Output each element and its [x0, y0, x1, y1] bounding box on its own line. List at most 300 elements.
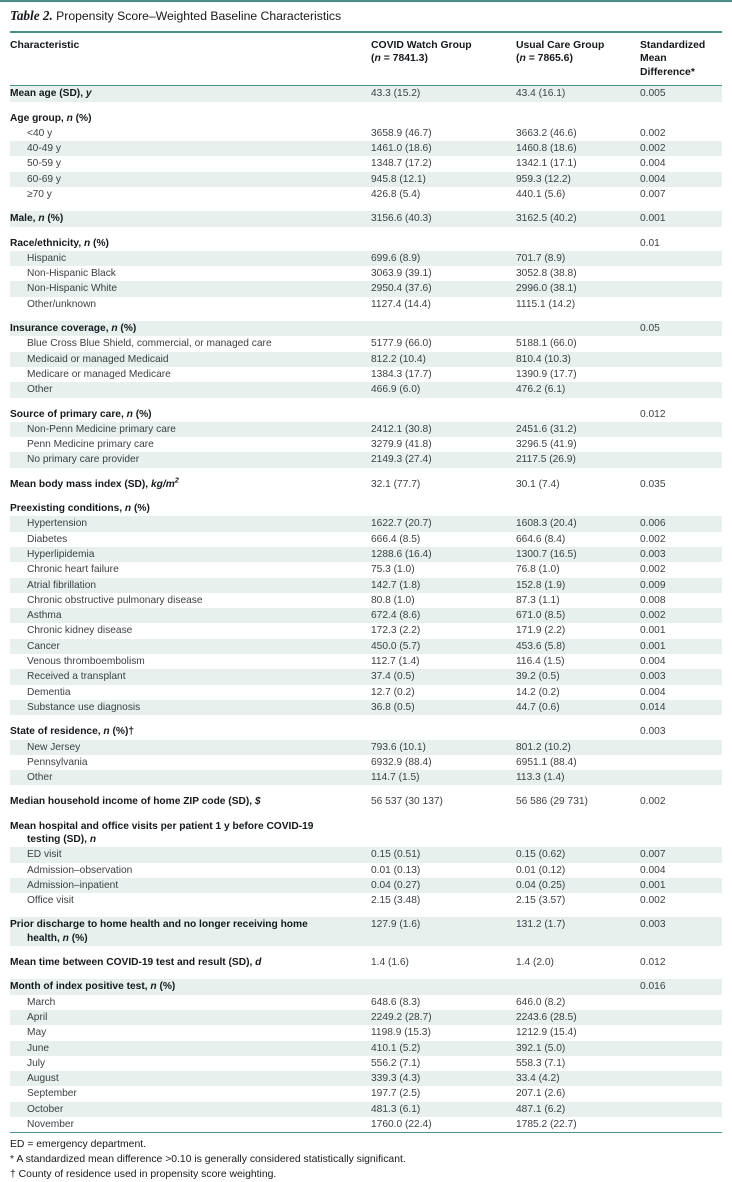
table-row	[10, 281, 722, 296]
row-label-race-ethnicity: Race/ethnicity, n (%)	[10, 237, 109, 249]
table-row	[10, 437, 722, 452]
cell-usual-care-april: 2243.6 (28.5)	[516, 1011, 577, 1023]
row-label-diabetes: Diabetes	[27, 533, 68, 545]
footnote-asterisk: * A standardized mean difference >0.10 is generally considered statistically significant.	[10, 1153, 406, 1165]
cell-usual-care-penn-pc: 3296.5 (41.9)	[516, 439, 577, 451]
table-row	[10, 623, 722, 638]
row-label-nh-black: Non-Hispanic Black	[27, 268, 116, 280]
cell-smd-male: 0.001	[640, 213, 666, 225]
cell-smd-asthma: 0.002	[640, 610, 666, 622]
row-label-office-visit: Office visit	[27, 895, 74, 907]
row-label-state-other: Other	[27, 772, 53, 784]
cell-usual-care-hispanic: 701.7 (8.9)	[516, 252, 566, 264]
cell-covid-watch-july: 556.2 (7.1)	[371, 1057, 421, 1069]
row-label-october: October	[27, 1103, 64, 1115]
cell-usual-care-non-penn-pc: 2451.6 (31.2)	[516, 423, 577, 435]
row-label-nh-white: Non-Hispanic White	[27, 283, 118, 295]
column-header-covid-watch-group-n: (n = 7841.3)	[371, 53, 428, 65]
cell-covid-watch-hypertension: 1622.7 (20.7)	[371, 518, 432, 530]
cell-smd-state-residence: 0.003	[640, 726, 666, 738]
row-label-mean-age: Mean age (SD), y	[10, 88, 92, 100]
cell-usual-care-other-unknown: 1115.1 (14.2)	[516, 298, 576, 310]
cell-covid-watch-bcbs: 5177.9 (66.0)	[371, 338, 432, 350]
table-row	[10, 86, 722, 101]
table-row	[10, 639, 722, 654]
cell-covid-watch-age-group	[371, 111, 516, 113]
cell-covid-watch-mean-age: 43.3 (15.2)	[371, 88, 421, 100]
cell-smd-vte: 0.004	[640, 656, 666, 668]
table-row	[10, 382, 722, 397]
table-row	[10, 172, 722, 187]
cell-usual-care-age-ge70: 440.1 (5.6)	[516, 189, 566, 200]
cell-usual-care-state-other: 113.3 (1.4)	[516, 772, 565, 784]
footnote-dagger: † County of residence used in propensity score weighting.	[10, 1168, 277, 1180]
cell-usual-care-median-income: 56 586 (29 731)	[516, 796, 588, 808]
table-row	[10, 187, 722, 202]
cell-usual-care-bmi: 30.1 (7.4)	[516, 478, 560, 490]
table-title	[10, 2, 722, 33]
table-row	[10, 1102, 722, 1117]
cell-smd-admission-observation: 0.004	[640, 864, 666, 876]
table-row	[10, 878, 722, 893]
cell-smd-hypertension: 0.006	[640, 518, 666, 530]
cell-covid-watch-copd: 80.8 (1.0)	[371, 594, 415, 606]
column-header-standardized-mean-difference	[640, 39, 722, 79]
row-label-bcbs: Blue Cross Blue Shield, commercial, or managed care	[27, 338, 272, 350]
table-row	[10, 111, 722, 126]
row-label-june: June	[27, 1042, 50, 1054]
row-label-vte: Venous thromboembolism	[27, 656, 145, 668]
cell-smd-preexisting	[640, 501, 722, 503]
table-row	[10, 819, 722, 848]
row-label-admission-observation: Admission–observation	[27, 864, 133, 876]
cell-usual-care-age-lt40: 3663.2 (46.6)	[516, 127, 577, 139]
cell-usual-care-nh-white: 2996.0 (38.1)	[516, 283, 577, 295]
cell-smd-mean-age: 0.005	[640, 88, 666, 100]
cell-usual-care-age-40-49: 1460.8 (18.6)	[516, 143, 577, 155]
table-row	[10, 321, 722, 336]
table-row	[10, 863, 722, 878]
row-label-ins-other: Other	[27, 384, 53, 396]
cell-smd-age-lt40: 0.002	[640, 127, 666, 139]
cell-smd-mean-time-result: 0.012	[640, 957, 666, 969]
table-row	[10, 452, 722, 467]
cell-usual-care-ins-other: 476.2 (6.1)	[516, 384, 566, 396]
row-label-new-jersey: New Jersey	[27, 741, 81, 753]
cell-smd-race-ethnicity: 0.01	[640, 237, 660, 249]
cell-usual-care-pennsylvania: 6951.1 (88.4)	[516, 756, 577, 768]
row-label-hyperlipidemia: Hyperlipidemia	[27, 548, 95, 560]
cell-smd-office-visit: 0.002	[640, 895, 666, 907]
table-row	[10, 893, 722, 908]
table-row	[10, 794, 722, 809]
table-row	[10, 407, 722, 422]
cell-smd-bmi: 0.035	[640, 478, 666, 490]
cell-usual-care-bcbs: 5188.1 (66.0)	[516, 338, 577, 350]
cell-usual-care-cancer: 453.6 (5.8)	[516, 640, 566, 652]
row-label-july: July	[27, 1057, 46, 1069]
cell-covid-watch-month-index	[371, 979, 516, 981]
cell-covid-watch-dementia: 12.7 (0.2)	[371, 686, 415, 698]
cell-usual-care-nh-black: 3052.8 (38.8)	[516, 268, 577, 280]
cell-usual-care-race-ethnicity	[516, 236, 640, 238]
row-label-insurance: Insurance coverage, n (%)	[10, 323, 137, 335]
row-label-state-residence: State of residence, n (%)†	[10, 726, 134, 738]
cell-covid-watch-state-residence	[371, 724, 516, 726]
cell-covid-watch-bmi: 32.1 (77.7)	[371, 478, 421, 490]
table-row	[10, 700, 722, 715]
cell-usual-care-admission-observation: 0.01 (0.12)	[516, 864, 566, 876]
row-label-month-index: Month of index positive test, n (%)	[10, 981, 176, 993]
cell-usual-care-mean-time-result: 1.4 (2.0)	[516, 957, 554, 969]
cell-usual-care-november: 1785.2 (22.7)	[516, 1119, 577, 1131]
cell-covid-watch-october: 481.3 (6.1)	[371, 1103, 421, 1115]
row-label-ed-visit: ED visit	[27, 849, 62, 861]
cell-smd-insurance: 0.05	[640, 323, 660, 335]
row-label-dementia: Dementia	[27, 686, 71, 698]
cell-usual-care-state-residence	[516, 724, 640, 726]
cell-usual-care-chf: 76.8 (1.0)	[516, 564, 560, 576]
cell-covid-watch-diabetes: 666.4 (8.5)	[371, 533, 421, 545]
row-label-march: March	[27, 996, 56, 1008]
cell-covid-watch-race-ethnicity	[371, 236, 516, 238]
cell-usual-care-may: 1212.9 (15.4)	[516, 1027, 577, 1039]
cell-smd-admission-inpatient: 0.001	[640, 879, 666, 891]
cell-covid-watch-male: 3156.6 (40.3)	[371, 213, 432, 225]
table-row	[10, 367, 722, 382]
row-label-non-penn-pc: Non-Penn Medicine primary care	[27, 423, 176, 435]
cell-usual-care-insurance	[516, 321, 640, 323]
cell-usual-care-new-jersey: 801.2 (10.2)	[516, 741, 571, 753]
cell-covid-watch-afib: 142.7 (1.8)	[371, 579, 421, 591]
column-header-characteristic: Characteristic	[10, 40, 80, 51]
table-row	[10, 740, 722, 755]
cell-smd-new-jersey	[640, 740, 722, 742]
row-spacer	[10, 312, 722, 321]
cell-covid-watch-nh-white: 2950.4 (37.6)	[371, 283, 432, 295]
row-label-prior-discharge: Prior discharge to home health and no longer receiving home health, n (%)	[10, 919, 308, 944]
cell-usual-care-afib: 152.8 (1.9)	[516, 579, 566, 591]
table-row	[10, 995, 722, 1010]
cell-smd-chf: 0.002	[640, 564, 666, 576]
cell-smd-october	[640, 1102, 722, 1104]
cell-smd-non-penn-pc	[640, 422, 722, 424]
row-label-source-primary-care: Source of primary care, n (%)	[10, 408, 152, 420]
table-row	[10, 352, 722, 367]
cell-usual-care-ckd: 171.9 (2.2)	[516, 625, 566, 637]
row-label-ckd: Chronic kidney disease	[27, 625, 133, 637]
cell-usual-care-hyperlipidemia: 1300.7 (16.5)	[516, 548, 577, 560]
table-row	[10, 297, 722, 312]
cell-smd-other-unknown	[640, 297, 722, 299]
cell-smd-month-index: 0.016	[640, 981, 666, 993]
cell-smd-copd: 0.008	[640, 594, 666, 606]
row-label-hispanic: Hispanic	[27, 252, 67, 264]
row-spacer	[10, 227, 722, 236]
cell-smd-penn-pc	[640, 437, 722, 439]
row-label-chf: Chronic heart failure	[27, 564, 119, 576]
cell-usual-care-preexisting	[516, 501, 640, 503]
table-row	[10, 1041, 722, 1056]
cell-usual-care-substance-use: 44.7 (0.6)	[516, 701, 560, 713]
row-spacer	[10, 810, 722, 819]
table-row	[10, 477, 722, 492]
table-row	[10, 422, 722, 437]
cell-usual-care-no-pc: 2117.5 (26.9)	[516, 454, 576, 466]
table-row	[10, 516, 722, 531]
cell-smd-substance-use: 0.014	[640, 701, 666, 713]
table-row	[10, 141, 722, 156]
column-header-usual-care-group-line1: Usual Care Group	[516, 40, 605, 51]
row-label-august: August	[27, 1073, 59, 1085]
row-spacer	[10, 908, 722, 917]
row-label-may: May	[27, 1027, 47, 1039]
cell-usual-care-ed-visit: 0.15 (0.62)	[516, 849, 566, 861]
row-label-medicare: Medicare or managed Medicare	[27, 368, 171, 380]
cell-covid-watch-cancer: 450.0 (5.7)	[371, 640, 421, 652]
cell-smd-cancer: 0.001	[640, 640, 666, 652]
cell-smd-ed-visit: 0.007	[640, 849, 666, 861]
table-row	[10, 578, 722, 593]
cell-covid-watch-ckd: 172.3 (2.2)	[371, 625, 421, 637]
row-label-substance-use: Substance use diagnosis	[27, 701, 141, 713]
table-row	[10, 1025, 722, 1040]
column-header-smd-line2: Mean Difference*	[640, 53, 695, 78]
cell-covid-watch-source-primary-care	[371, 407, 516, 409]
cell-covid-watch-preexisting	[371, 501, 516, 503]
cell-usual-care-office-visit: 2.15 (3.57)	[516, 895, 566, 907]
footnote-abbreviations: ED = emergency department.	[10, 1139, 147, 1151]
row-label-male: Male, n (%)	[10, 213, 64, 225]
table-row	[10, 562, 722, 577]
cell-usual-care-august: 33.4 (4.2)	[516, 1073, 560, 1085]
cell-usual-care-male: 3162.5 (40.2)	[516, 213, 577, 225]
cell-usual-care-asthma: 671.0 (8.5)	[516, 610, 566, 622]
cell-usual-care-visits-header	[516, 819, 640, 821]
cell-usual-care-march: 646.0 (8.2)	[516, 996, 566, 1008]
cell-usual-care-month-index	[516, 979, 640, 981]
row-label-preexisting: Preexisting conditions, n (%)	[10, 503, 150, 515]
row-label-age-50-59: 50-59 y	[27, 158, 61, 170]
cell-covid-watch-age-60-69: 945.8 (12.1)	[371, 173, 426, 185]
cell-usual-care-june: 392.1 (5.0)	[516, 1042, 566, 1054]
cell-usual-care-mean-age: 43.4 (16.1)	[516, 88, 566, 100]
cell-usual-care-vte: 116.4 (1.5)	[516, 656, 565, 668]
cell-covid-watch-march: 648.6 (8.3)	[371, 996, 421, 1008]
row-label-medicaid: Medicaid or managed Medicaid	[27, 353, 169, 365]
row-label-mean-time-result: Mean time between COVID-19 test and result (SD), d	[10, 957, 262, 969]
cell-covid-watch-state-other: 114.7 (1.5)	[371, 772, 420, 784]
cell-usual-care-july: 558.3 (7.1)	[516, 1057, 566, 1069]
cell-covid-watch-age-ge70: 426.8 (5.4)	[371, 189, 421, 200]
cell-covid-watch-november: 1760.0 (22.4)	[371, 1119, 432, 1131]
row-label-admission-inpatient: Admission–inpatient	[27, 879, 119, 891]
cell-covid-watch-insurance	[371, 321, 516, 323]
cell-smd-june	[640, 1041, 722, 1043]
cell-smd-medicaid	[640, 352, 722, 354]
cell-covid-watch-june: 410.1 (5.2)	[371, 1042, 421, 1054]
cell-covid-watch-august: 339.3 (4.3)	[371, 1073, 421, 1085]
cell-covid-watch-ed-visit: 0.15 (0.51)	[371, 849, 421, 861]
cell-covid-watch-age-50-59: 1348.7 (17.2)	[371, 158, 432, 170]
table-title-text: Propensity Score–Weighted Baseline Characteristics	[56, 9, 342, 23]
cell-covid-watch-prior-discharge: 127.9 (1.6)	[371, 919, 421, 931]
cell-smd-medicare	[640, 367, 722, 369]
cell-smd-age-50-59: 0.004	[640, 158, 666, 170]
cell-smd-afib: 0.009	[640, 579, 666, 591]
row-label-age-60-69: 60-69 y	[27, 173, 61, 185]
cell-smd-bcbs	[640, 336, 722, 338]
row-label-hypertension: Hypertension	[27, 518, 88, 530]
cell-smd-age-40-49: 0.002	[640, 143, 666, 155]
cell-covid-watch-penn-pc: 3279.9 (41.8)	[371, 439, 432, 451]
table-row	[10, 532, 722, 547]
row-label-asthma: Asthma	[27, 610, 62, 622]
row-spacer	[10, 785, 722, 794]
cell-covid-watch-substance-use: 36.8 (0.5)	[371, 701, 415, 713]
row-label-penn-pc: Penn Medicine primary care	[27, 439, 154, 451]
cell-smd-august	[640, 1071, 722, 1073]
cell-smd-median-income: 0.002	[640, 796, 666, 808]
cell-smd-visits-header	[640, 819, 722, 821]
cell-smd-age-group	[640, 111, 722, 113]
row-spacer	[10, 102, 722, 111]
table-row	[10, 917, 722, 946]
cell-covid-watch-medicaid: 812.2 (10.4)	[371, 353, 426, 365]
table-row	[10, 654, 722, 669]
column-header-usual-care-group-n: (n = 7865.6)	[516, 53, 573, 65]
cell-usual-care-source-primary-care	[516, 407, 640, 409]
cell-covid-watch-september: 197.7 (2.5)	[371, 1088, 421, 1100]
cell-smd-nh-black	[640, 266, 722, 268]
cell-smd-transplant: 0.003	[640, 671, 666, 683]
cell-smd-dementia: 0.004	[640, 686, 666, 698]
table-row	[10, 979, 722, 994]
cell-smd-november	[640, 1117, 722, 1119]
table-row	[10, 501, 722, 516]
cell-covid-watch-asthma: 672.4 (8.6)	[371, 610, 421, 622]
row-spacer	[10, 492, 722, 501]
cell-covid-watch-may: 1198.9 (15.3)	[371, 1027, 431, 1039]
row-label-transplant: Received a transplant	[27, 671, 126, 683]
table-row	[10, 236, 722, 251]
row-label-age-ge70: ≥70 y	[27, 189, 52, 200]
cell-covid-watch-mean-time-result: 1.4 (1.6)	[371, 957, 409, 969]
row-label-copd: Chronic obstructive pulmonary disease	[27, 594, 203, 606]
table-row	[10, 1056, 722, 1071]
row-spacer	[10, 970, 722, 979]
cell-usual-care-september: 207.1 (2.6)	[516, 1088, 566, 1100]
row-spacer	[10, 946, 722, 955]
table-row	[10, 266, 722, 281]
row-label-afib: Atrial fibrillation	[27, 579, 97, 591]
cell-covid-watch-visits-header	[371, 819, 516, 821]
cell-usual-care-copd: 87.3 (1.1)	[516, 594, 560, 606]
row-label-cancer: Cancer	[27, 640, 60, 652]
table-row	[10, 770, 722, 785]
cell-usual-care-medicaid: 810.4 (10.3)	[516, 353, 571, 365]
table-footnotes	[10, 1132, 722, 1182]
cell-smd-nh-white	[640, 281, 722, 283]
table-row	[10, 724, 722, 739]
table-body	[10, 86, 722, 1132]
cell-covid-watch-median-income: 56 537 (30 137)	[371, 796, 443, 808]
row-label-age-group: Age group, n (%)	[10, 112, 92, 124]
cell-usual-care-hypertension: 1608.3 (20.4)	[516, 518, 577, 530]
cell-covid-watch-non-penn-pc: 2412.1 (30.8)	[371, 423, 432, 435]
cell-smd-hispanic	[640, 251, 722, 253]
row-label-april: April	[27, 1011, 48, 1023]
cell-usual-care-medicare: 1390.9 (17.7)	[516, 368, 577, 380]
cell-covid-watch-admission-inpatient: 0.04 (0.27)	[371, 879, 421, 891]
cell-covid-watch-age-lt40: 3658.9 (46.7)	[371, 127, 432, 139]
table-row	[10, 685, 722, 700]
cell-covid-watch-hispanic: 699.6 (8.9)	[371, 252, 421, 264]
cell-covid-watch-medicare: 1384.3 (17.7)	[371, 368, 432, 380]
table-row	[10, 156, 722, 171]
cell-covid-watch-chf: 75.3 (1.0)	[371, 564, 415, 576]
cell-covid-watch-vte: 112.7 (1.4)	[371, 656, 420, 668]
row-label-visits-header: Mean hospital and office visits per patient 1 y before COVID-19 testing (SD), n	[10, 820, 314, 845]
cell-smd-ckd: 0.001	[640, 625, 666, 637]
table-row	[10, 955, 722, 970]
cell-covid-watch-no-pc: 2149.3 (27.4)	[371, 454, 432, 466]
row-label-age-lt40: <40 y	[27, 127, 53, 139]
cell-smd-state-other	[640, 770, 722, 772]
cell-usual-care-dementia: 14.2 (0.2)	[516, 686, 560, 698]
table-row	[10, 336, 722, 351]
row-label-no-pc: No primary care provider	[27, 454, 140, 466]
row-spacer	[10, 715, 722, 724]
table-header-row	[10, 33, 722, 86]
cell-covid-watch-transplant: 37.4 (0.5)	[371, 671, 415, 683]
cell-usual-care-age-50-59: 1342.1 (17.1)	[516, 158, 577, 170]
row-label-age-40-49: 40-49 y	[27, 143, 61, 155]
cell-usual-care-admission-inpatient: 0.04 (0.25)	[516, 879, 566, 891]
table-row	[10, 251, 722, 266]
cell-covid-watch-nh-black: 3063.9 (39.1)	[371, 268, 432, 280]
cell-smd-source-primary-care: 0.012	[640, 408, 666, 420]
table-row	[10, 1117, 722, 1132]
cell-covid-watch-other-unknown: 1127.4 (14.4)	[371, 298, 431, 310]
row-label-bmi: Mean body mass index (SD), $kg/m^2$	[10, 475, 179, 490]
table-row	[10, 1086, 722, 1101]
column-header-smd-line1: Standardized	[640, 40, 706, 51]
cell-smd-diabetes: 0.002	[640, 533, 666, 545]
column-header-covid-watch-group	[371, 39, 516, 66]
table-row	[10, 547, 722, 562]
table-row	[10, 755, 722, 770]
table-row	[10, 1071, 722, 1086]
cell-covid-watch-ins-other: 466.9 (6.0)	[371, 384, 421, 396]
table-row	[10, 847, 722, 862]
cell-smd-september	[640, 1086, 722, 1088]
cell-usual-care-age-60-69: 959.3 (12.2)	[516, 173, 571, 185]
row-label-other-unknown: Other/unknown	[27, 298, 97, 310]
cell-smd-pennsylvania	[640, 755, 722, 757]
row-spacer	[10, 202, 722, 211]
cell-usual-care-prior-discharge: 131.2 (1.7)	[516, 919, 566, 931]
cell-covid-watch-age-40-49: 1461.0 (18.6)	[371, 143, 432, 155]
column-header-usual-care-group	[516, 39, 640, 66]
table-number-label: Table 2.	[10, 8, 53, 23]
cell-smd-prior-discharge: 0.003	[640, 919, 666, 931]
cell-usual-care-age-group	[516, 111, 640, 113]
cell-covid-watch-april: 2249.2 (28.7)	[371, 1011, 432, 1023]
row-label-pennsylvania: Pennsylvania	[27, 756, 88, 768]
table-row	[10, 608, 722, 623]
cell-smd-april	[640, 1010, 722, 1012]
